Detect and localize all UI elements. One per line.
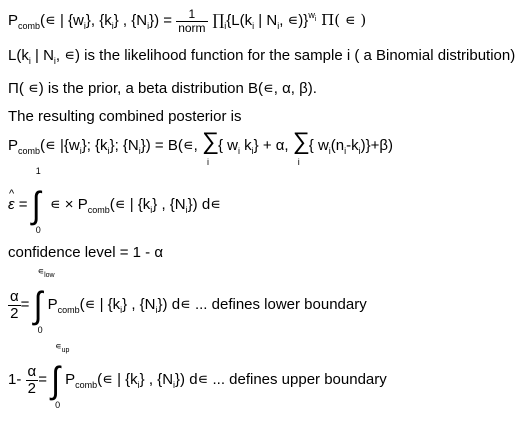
subscript: i xyxy=(28,56,31,66)
fraction-denominator: norm xyxy=(178,20,206,35)
text: } , {N xyxy=(139,370,174,388)
lower-limit: 0 xyxy=(37,325,43,336)
text: )}+β) xyxy=(360,136,394,154)
one-over-norm-fraction xyxy=(176,8,207,34)
subscript: i xyxy=(111,21,114,32)
text: , ∊) is the likelihood function for the sample i ( a Binomial distribution) xyxy=(55,47,516,64)
text: }; {N xyxy=(109,136,139,154)
text: }) d∊ ... defines lower boundary xyxy=(157,295,367,313)
args-text: }) = xyxy=(149,12,177,30)
subscript: i xyxy=(155,304,158,315)
limit-text: ∊ xyxy=(55,341,62,351)
sum-symbol xyxy=(201,128,220,168)
subscript: i xyxy=(137,379,140,390)
subscript: i xyxy=(237,145,240,156)
lower-boundary-line xyxy=(8,266,367,336)
sum-index: i xyxy=(297,157,300,168)
upper-limit: 1 xyxy=(35,166,41,176)
confidence-level-line: confidence level = 1 - α xyxy=(8,244,164,261)
limit-subscript: low xyxy=(44,271,55,279)
exponent-text: w xyxy=(308,10,315,21)
text: | N xyxy=(30,47,54,64)
p-symbol: P xyxy=(65,370,76,388)
subscript: i xyxy=(358,145,361,156)
subscript: i xyxy=(252,21,255,32)
subscript: i xyxy=(79,145,82,156)
text: k xyxy=(239,136,252,154)
integral-glyph: ∫ xyxy=(31,184,41,226)
prior-description: Π( ∊) is the prior, a beta distribution B(∊, α, β). xyxy=(8,80,317,97)
subscript: i xyxy=(344,145,347,156)
fraction-denominator: 2 xyxy=(27,379,37,397)
sigma-glyph: ∑ xyxy=(201,128,220,155)
p-symbol: P xyxy=(8,12,19,30)
subscript: i xyxy=(53,56,56,66)
integral-glyph: ∫ xyxy=(51,359,60,401)
comb-subscript: comb xyxy=(87,204,110,215)
lower-limit: 0 xyxy=(35,225,41,236)
integral-symbol xyxy=(31,166,46,236)
comb-subscript: comb xyxy=(18,21,41,32)
likelihood-text: , ∊)} xyxy=(279,12,309,30)
upper-limit xyxy=(55,342,69,354)
text: }) = B(∊, xyxy=(140,136,202,154)
subscript: i xyxy=(83,21,86,32)
likelihood-text: {L(k xyxy=(226,12,253,30)
args-text: (∊ | {w xyxy=(40,12,84,30)
comb-subscript: comb xyxy=(57,304,80,315)
lower-limit: 0 xyxy=(55,400,61,411)
equals-sign: = xyxy=(38,370,52,388)
text: { w xyxy=(217,136,238,154)
comb-subscript: comb xyxy=(18,145,41,156)
limit-text: ∊ xyxy=(37,266,45,276)
text: (∊ |{w xyxy=(40,136,80,154)
integral-symbol xyxy=(51,341,70,411)
fraction-numerator: 1 xyxy=(176,8,207,22)
subscript: i xyxy=(107,145,110,156)
alpha-over-two-fraction xyxy=(26,364,39,397)
comb-subscript: comb xyxy=(75,379,98,390)
subscript: i xyxy=(185,204,188,215)
text: (∊ | {k xyxy=(109,195,151,213)
p-symbol: P xyxy=(47,295,58,313)
text: (n xyxy=(330,136,345,154)
text: }) d∊ xyxy=(187,195,221,213)
text: } + α, xyxy=(253,136,293,154)
text: }; {k xyxy=(81,136,108,154)
text: } , {N xyxy=(152,195,186,213)
subscript: i xyxy=(120,304,123,315)
epsilon-hat: ^ ε xyxy=(8,197,15,214)
alpha-over-two-fraction xyxy=(8,289,21,322)
subscript: i xyxy=(150,204,153,215)
text: ∊ × P xyxy=(45,195,88,213)
text: (∊ | {k xyxy=(97,370,138,388)
subscript: i xyxy=(138,145,141,156)
upper-boundary-line xyxy=(8,341,387,411)
text: } , {N xyxy=(122,295,156,313)
estimate-integral-line xyxy=(8,166,221,236)
subscript: i xyxy=(314,15,317,23)
posterior-heading: The resulting combined posterior is xyxy=(8,108,242,125)
text: -k xyxy=(346,136,359,154)
fraction-numerator: α xyxy=(10,287,19,305)
text: (∊ | {k xyxy=(79,295,121,313)
subscript: i xyxy=(224,21,227,32)
subscript: i xyxy=(251,145,254,156)
sum-index: i xyxy=(206,157,209,168)
likelihood-description xyxy=(8,48,515,67)
combined-posterior-line xyxy=(8,128,394,168)
args-text: }, {k xyxy=(85,12,112,30)
prior-symbol: Π( ∊ ) xyxy=(316,11,367,30)
equals-sign: = xyxy=(20,295,34,313)
text: 1- xyxy=(8,370,26,388)
upper-limit xyxy=(38,267,55,279)
integral-glyph: ∫ xyxy=(33,284,43,326)
equals-sign: = xyxy=(14,195,32,213)
integral-symbol xyxy=(33,266,55,336)
product-symbol: ∏ xyxy=(207,11,225,30)
text: L(k xyxy=(8,47,29,64)
text: }) d∊ ... defines upper boundary xyxy=(175,370,387,388)
subscript: i xyxy=(328,145,331,156)
sigma-glyph: ∑ xyxy=(292,128,310,155)
subscript: i xyxy=(173,379,176,390)
limit-subscript: up xyxy=(61,346,70,354)
likelihood-text: | N xyxy=(254,12,278,30)
fraction-numerator: α xyxy=(27,362,37,380)
subscript: i xyxy=(147,21,150,32)
posterior-definition-line xyxy=(8,8,366,34)
text: { w xyxy=(308,136,329,154)
p-symbol: P xyxy=(8,136,19,154)
args-text: } , {N xyxy=(113,12,148,30)
sum-symbol xyxy=(292,128,310,168)
fraction-denominator: 2 xyxy=(10,304,19,322)
subscript: i xyxy=(277,21,280,32)
